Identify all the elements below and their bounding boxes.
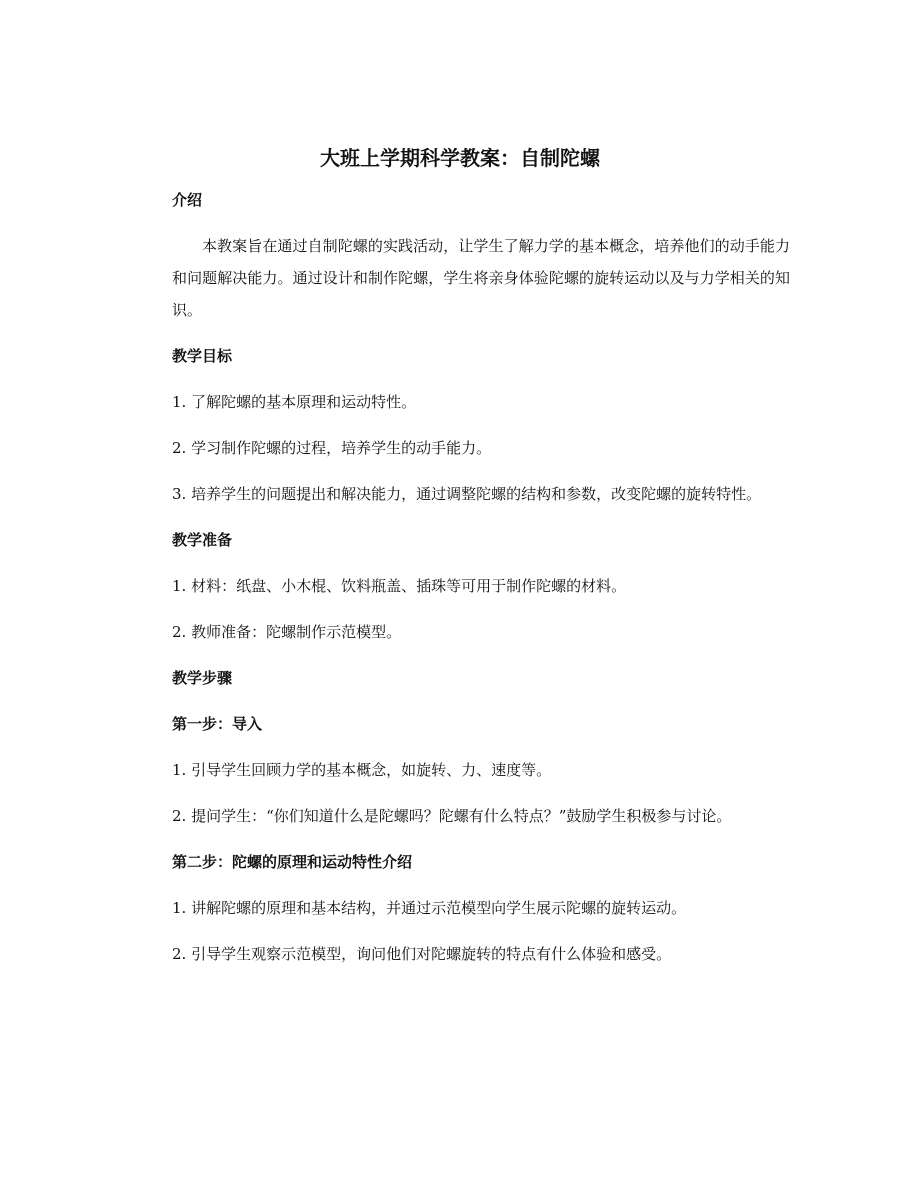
section-heading-intro: 介绍 [172,191,203,209]
spacer [172,216,790,230]
goal-item-1: 1. 了解陀螺的基本原理和运动特性。 [172,393,417,411]
step2-item-2: 2. 引导学生观察示范模型，询问他们对陀螺旋转的特点有什么体验和感受。 [172,945,672,963]
intro-paragraph: 本教案旨在通过自制陀螺的实践活动，让学生了解力学的基本概念，培养他们的动手能力和问题解决能力。通过设计和制作陀螺，学生将亲身体验陀螺的旋转运动以及与力学相关的知识。 [172,237,790,319]
goal-item-2: 2. 学习制作陀螺的过程，培养学生的动手能力。 [172,439,492,457]
step1-item-2: 2. 提问学生：“你们知道什么是陀螺吗？陀螺有什么特点？”鼓励学生积极参与讨论。 [172,807,732,825]
spacer [172,832,790,846]
spacer [172,372,790,386]
step2-heading: 第二步：陀螺的原理和运动特性介绍 [172,853,413,871]
section-heading-prep: 教学准备 [172,531,233,549]
spacer [172,924,790,938]
section-heading-goals: 教学目标 [172,347,233,365]
step1-heading: 第一步：导入 [172,715,263,733]
spacer [172,418,790,432]
spacer [172,556,790,570]
page-title: 大班上学期科学教案：自制陀螺 [320,146,600,170]
spacer [172,602,790,616]
document-body [172,184,790,970]
spacer [172,694,790,708]
spacer [172,510,790,524]
spacer [172,464,790,478]
section-heading-steps: 教学步骤 [172,669,233,687]
spacer [172,648,790,662]
step1-item-1: 1. 引导学生回顾力学的基本概念，如旋转、力、速度等。 [172,761,552,779]
spacer [172,786,790,800]
spacer [172,326,790,340]
spacer [172,878,790,892]
prep-item-1: 1. 材料：纸盘、小木棍、饮料瓶盖、插珠等可用于制作陀螺的材料。 [172,577,627,595]
goal-item-3: 3. 培养学生的问题提出和解决能力，通过调整陀螺的结构和参数，改变陀螺的旋转特性。 [172,485,762,503]
prep-item-2: 2. 教师准备：陀螺制作示范模型。 [172,623,402,641]
spacer [172,740,790,754]
step2-item-1: 1. 讲解陀螺的原理和基本结构，并通过示范模型向学生展示陀螺的旋转运动。 [172,899,687,917]
